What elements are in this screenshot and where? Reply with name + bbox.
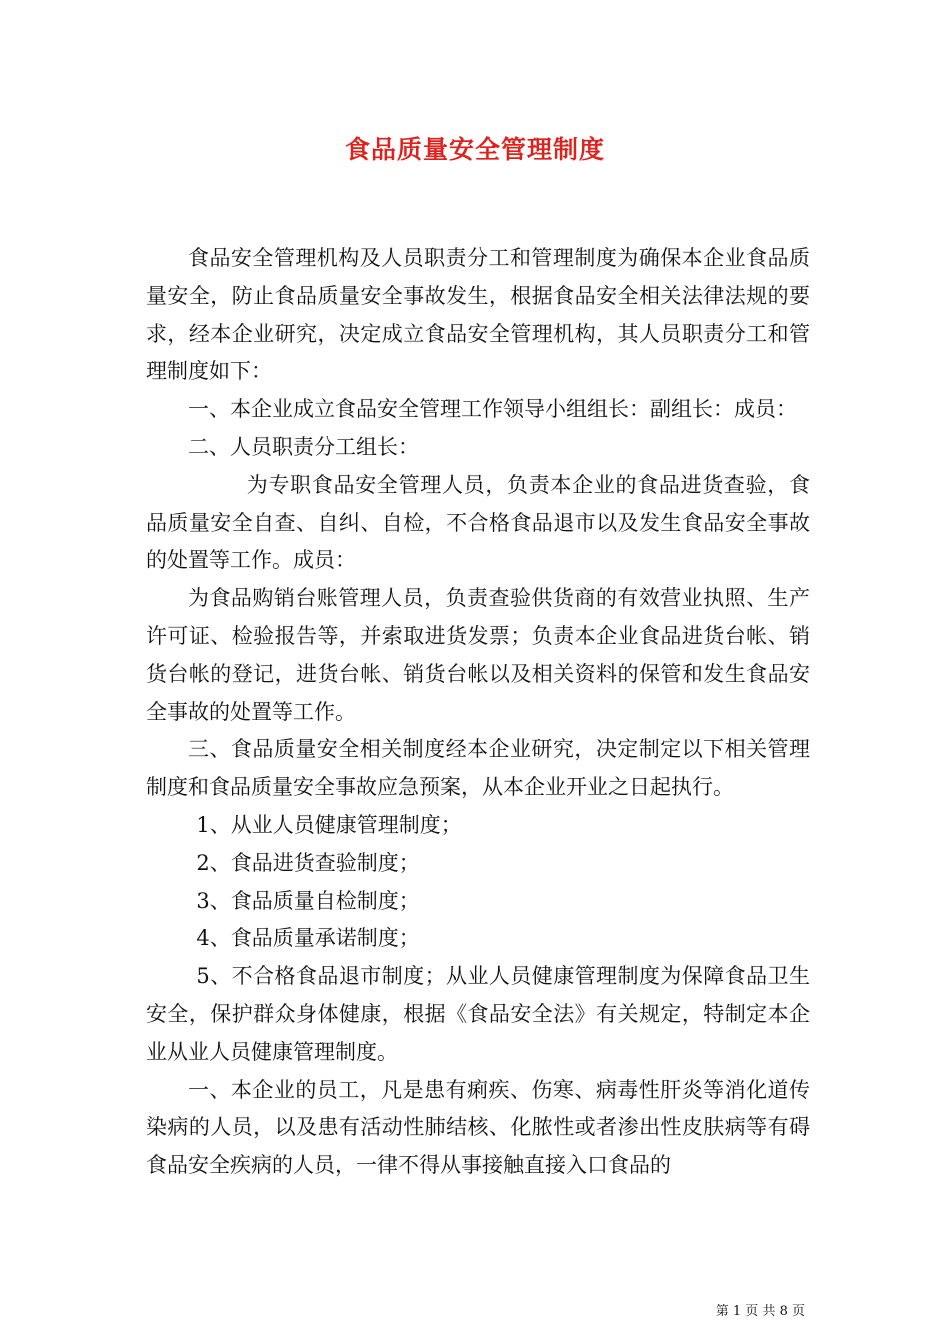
page-number-current: 1 bbox=[732, 1304, 742, 1319]
page-number-prefix: 第 bbox=[715, 1304, 729, 1319]
list-item-1: 1、从业人员健康管理制度； bbox=[196, 812, 462, 837]
list-item-4: 4、食品质量承诺制度； bbox=[196, 926, 420, 951]
paragraph-intro: 食品安全管理机构及人员职责分工和管理制度为确保本企业食品质量安全，防止食品质量安全事故发生，根据食品安全相关法律法规的要求，经本企业研究，决定成立食品安全管理机构，其人员职责分工和管理制度如下： bbox=[146, 246, 810, 384]
document-body bbox=[146, 240, 810, 1185]
list-item-2: 2、食品进货查验制度； bbox=[196, 850, 420, 875]
page-number-total: 8 bbox=[779, 1304, 788, 1319]
paragraph-section-1: 一、本企业成立食品安全管理工作领导小组组长：副组长：成员： bbox=[188, 397, 797, 422]
page-number-suffix: 页 bbox=[791, 1304, 805, 1319]
paragraph-section-2: 二、人员职责分工组长： bbox=[188, 434, 419, 459]
page-number bbox=[0, 1303, 805, 1321]
page-number-middle: 页 共 bbox=[745, 1304, 776, 1319]
list-item-3: 3、食品质量自检制度； bbox=[196, 888, 420, 913]
list-item-5: 5、不合格食品退市制度；从业人员健康管理制度为保障食品卫生安全，保护群众身体健康，根据《食品安全法》有关规定，特制定本企业从业人员健康管理制度。 bbox=[146, 964, 810, 1064]
paragraph-health-rule-1: 一、本企业的员工，凡是患有痢疾、伤寒、病毒性肝炎等消化道传染病的人员，以及患有活动性肺结核、化脓性或者渗出性皮肤病等有碍食品安全疾病的人员，一律不得从事接触直接入口食品的 bbox=[146, 1077, 810, 1178]
document-title: 食品质量安全管理制度 bbox=[344, 135, 605, 164]
paragraph-leader-duty: 为专职食品安全管理人员，负责本企业的食品进货查验，食品质量安全自查、自纠、自检，不合格食品退市以及发生食品安全事故的处置等工作。成员： bbox=[146, 472, 810, 573]
paragraph-member-duty: 为食品购销台账管理人员，负责查验供货商的有效营业执照、生产许可证、检验报告等，并索取进货发票；负责本企业食品进货台帐、销货台帐的登记，进货台帐、销货台帐以及相关资料的保管和发生食品安全事故的处置等工作。 bbox=[146, 586, 810, 724]
paragraph-section-3: 三、食品质量安全相关制度经本企业研究，决定制定以下相关管理制度和食品质量安全事故应急预案，从本企业开业之日起执行。 bbox=[146, 737, 810, 800]
